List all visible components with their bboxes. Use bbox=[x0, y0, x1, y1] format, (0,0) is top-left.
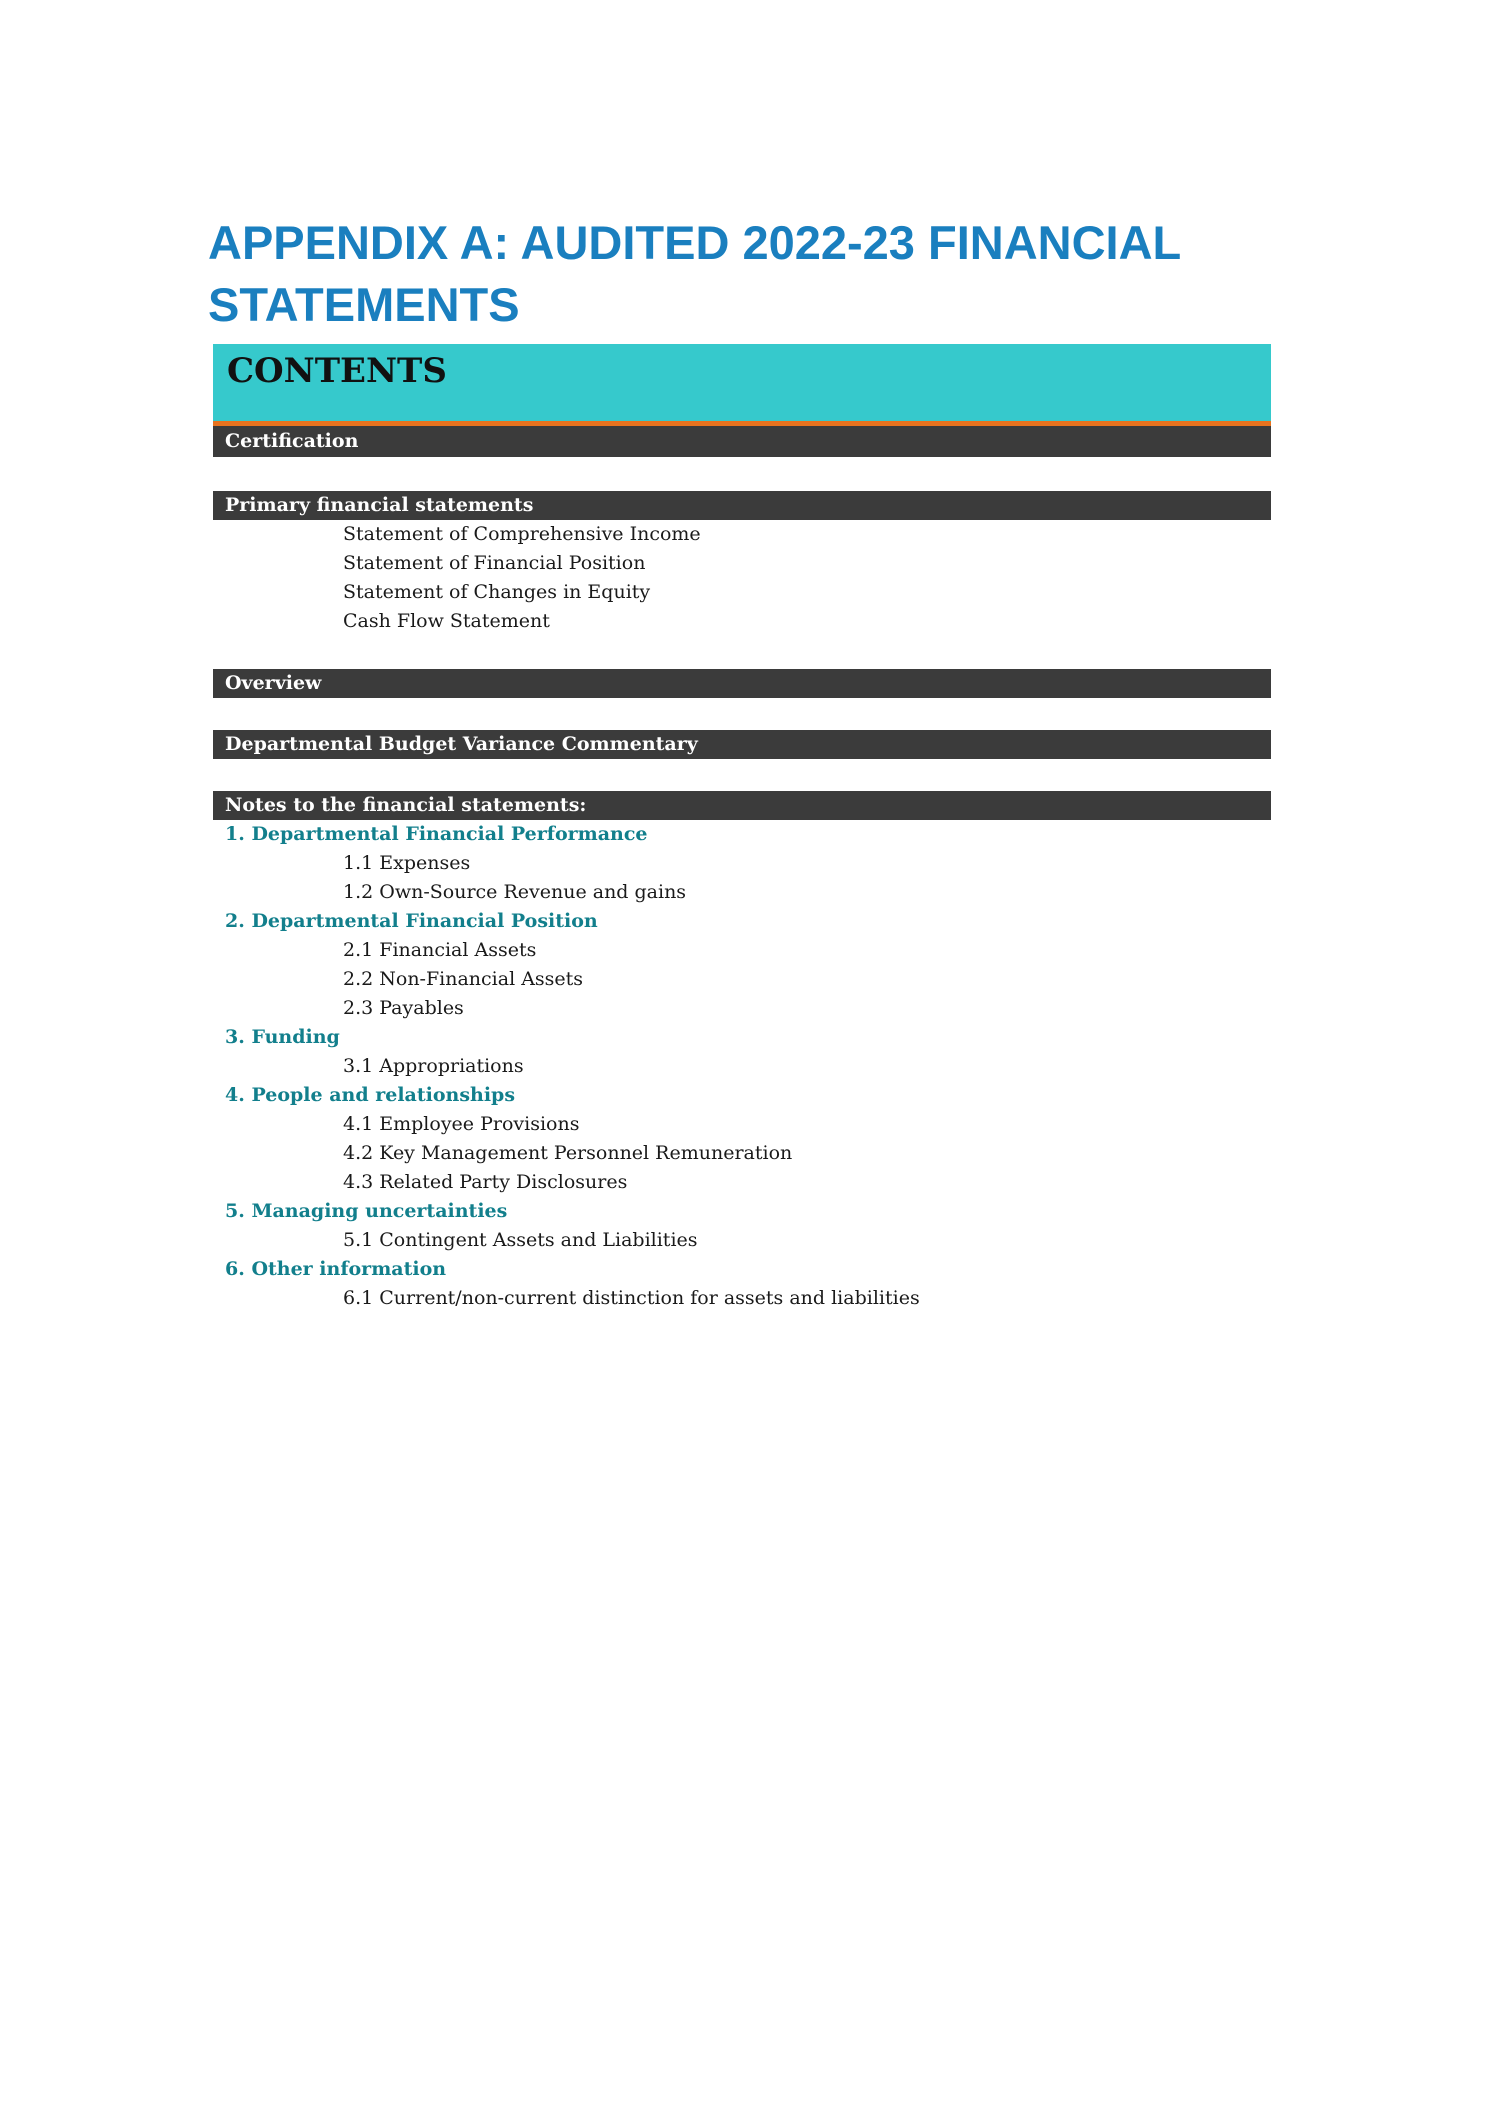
page-title-line2: STATEMENTS bbox=[208, 278, 520, 331]
certification-bar: Certification bbox=[213, 426, 1271, 457]
note-items bbox=[213, 1226, 1271, 1255]
note-heading: 3. Funding bbox=[225, 1026, 340, 1048]
note-items bbox=[213, 1284, 1271, 1313]
list-item: 2.2 Non-Financial Assets bbox=[343, 968, 584, 990]
list-item: 1.2 Own-Source Revenue and gains bbox=[343, 881, 687, 903]
list-item: Statement of Comprehensive Income bbox=[343, 523, 701, 545]
note-items bbox=[213, 936, 1271, 1023]
budget-variance-bar: Departmental Budget Variance Commentary bbox=[213, 730, 1271, 759]
list-item: Statement of Changes in Equity bbox=[343, 581, 651, 603]
note-heading: 4. People and relationships bbox=[225, 1084, 516, 1106]
page-title-line1: APPENDIX A: AUDITED 2022-23 FINANCIAL bbox=[208, 216, 1182, 269]
list-item: 5.1 Contingent Assets and Liabilities bbox=[343, 1229, 698, 1251]
list-item: 3.1 Appropriations bbox=[343, 1055, 524, 1077]
note-heading: 6. Other information bbox=[225, 1258, 447, 1280]
primary-statements-bar: Primary financial statements bbox=[213, 491, 1271, 520]
list-item: 4.2 Key Management Personnel Remuneration bbox=[343, 1142, 793, 1164]
notes-list bbox=[213, 820, 1271, 1313]
note-items bbox=[213, 1052, 1271, 1081]
list-item: 1.1 Expenses bbox=[343, 852, 471, 874]
contents-heading: CONTENTS bbox=[227, 351, 447, 391]
list-item: 4.3 Related Party Disclosures bbox=[343, 1171, 628, 1193]
note-heading: 1. Departmental Financial Performance bbox=[225, 823, 648, 845]
list-item: 4.1 Employee Provisions bbox=[343, 1113, 580, 1135]
list-item: 6.1 Current/non-current distinction for assets and liabilities bbox=[343, 1287, 920, 1309]
note-heading: 5. Managing uncertainties bbox=[225, 1200, 508, 1222]
page-title bbox=[208, 212, 1288, 336]
list-item: 2.1 Financial Assets bbox=[343, 939, 537, 961]
list-item: Cash Flow Statement bbox=[343, 610, 550, 632]
notes-bar: Notes to the financial statements: bbox=[213, 791, 1271, 820]
primary-statements-list bbox=[213, 520, 1271, 636]
contents-header bbox=[213, 344, 1271, 426]
list-item: Statement of Financial Position bbox=[343, 552, 646, 574]
note-heading: 2. Departmental Financial Position bbox=[225, 910, 598, 932]
list-item: 2.3 Payables bbox=[343, 997, 464, 1019]
note-items bbox=[213, 849, 1271, 907]
note-items bbox=[213, 1110, 1271, 1197]
overview-bar: Overview bbox=[213, 669, 1271, 698]
contents-table bbox=[213, 344, 1271, 1313]
